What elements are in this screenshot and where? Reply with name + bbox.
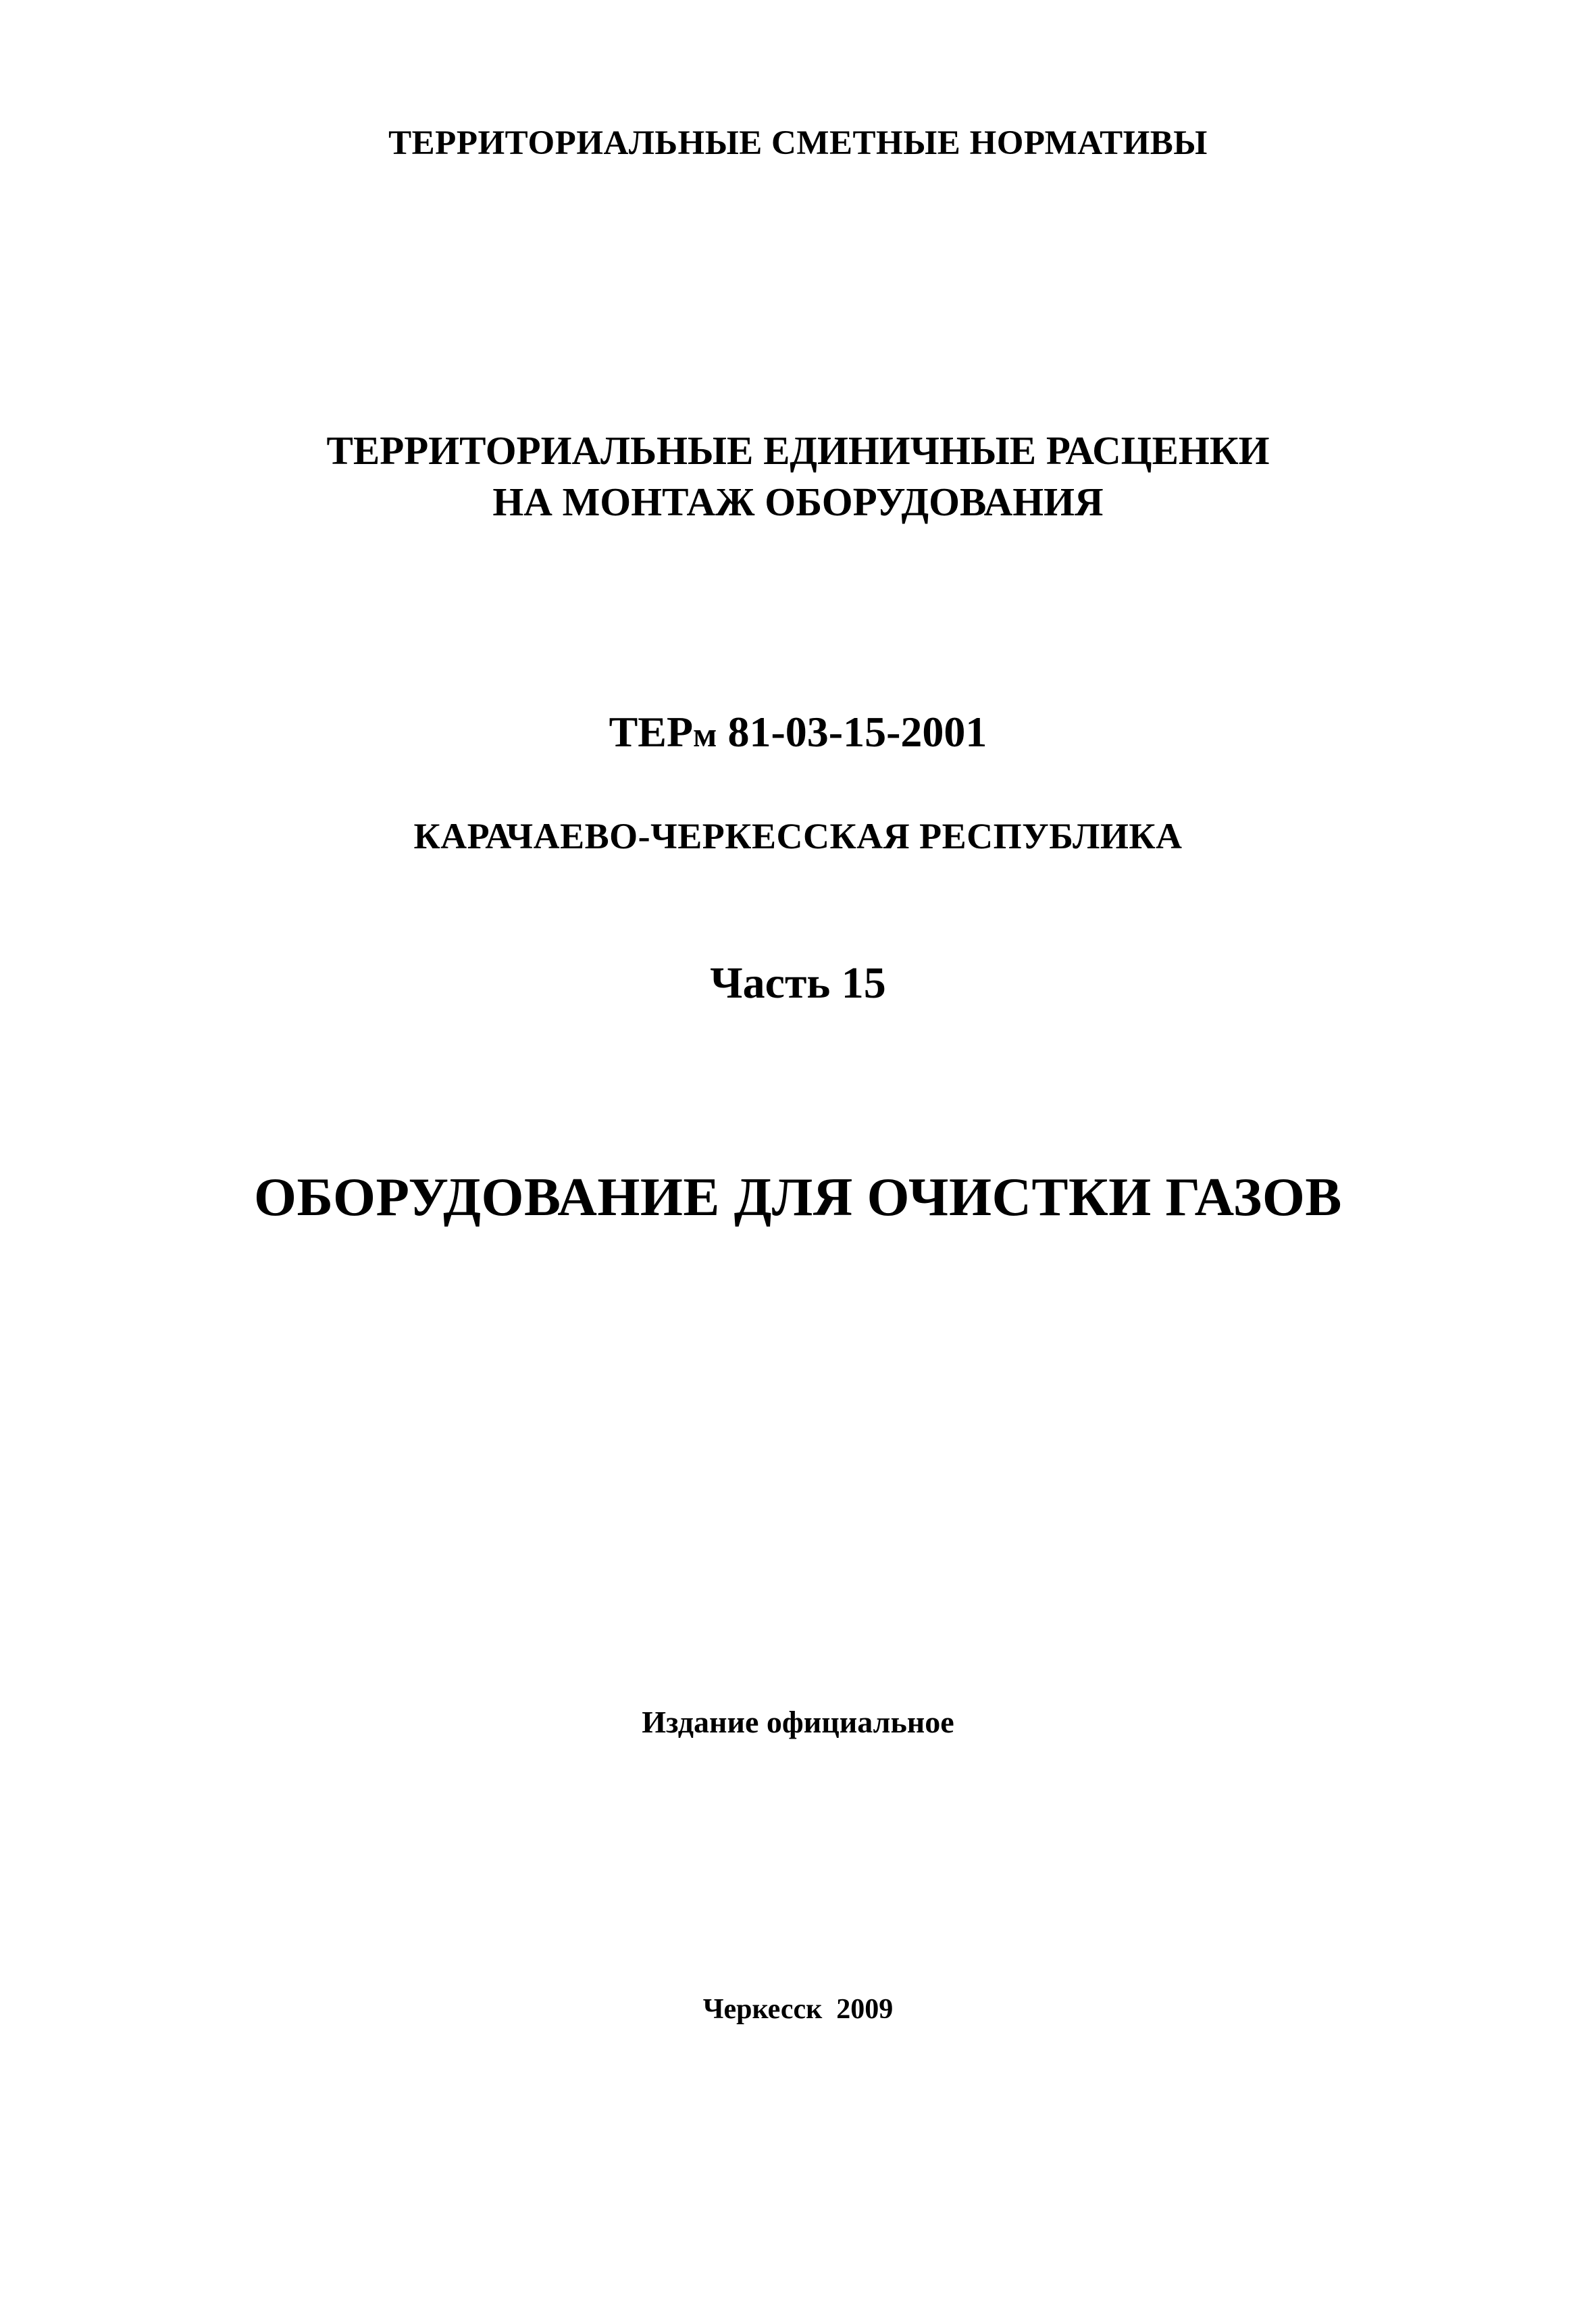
code-number: 81-03-15-2001 (727, 708, 987, 756)
title-line-2: НА МОНТАЖ ОБОРУДОВАНИЯ (492, 480, 1104, 524)
code-prefix: ТЕР (609, 708, 694, 756)
code-suffix: м (693, 716, 717, 754)
region-name: КАРАЧАЕВО-ЧЕРКЕССКАЯ РЕСПУБЛИКА (413, 816, 1183, 856)
document-code (0, 708, 1596, 756)
part-number: Часть 15 (710, 958, 886, 1008)
document-subject: ОБОРУДОВАНИЕ ДЛЯ ОЧИСТКИ ГАЗОВ (254, 1166, 1342, 1227)
series-heading: ТЕРРИТОРИАЛЬНЫЕ СМЕТНЫЕ НОРМАТИВЫ (388, 124, 1208, 162)
place-and-year: Черкесск 2009 (702, 1994, 894, 2025)
edition-note: Издание официальное (642, 1705, 954, 1739)
title-line-1: ТЕРРИТОРИАЛЬНЫЕ ЕДИНИЧНЫЕ РАСЦЕНКИ (326, 428, 1270, 473)
